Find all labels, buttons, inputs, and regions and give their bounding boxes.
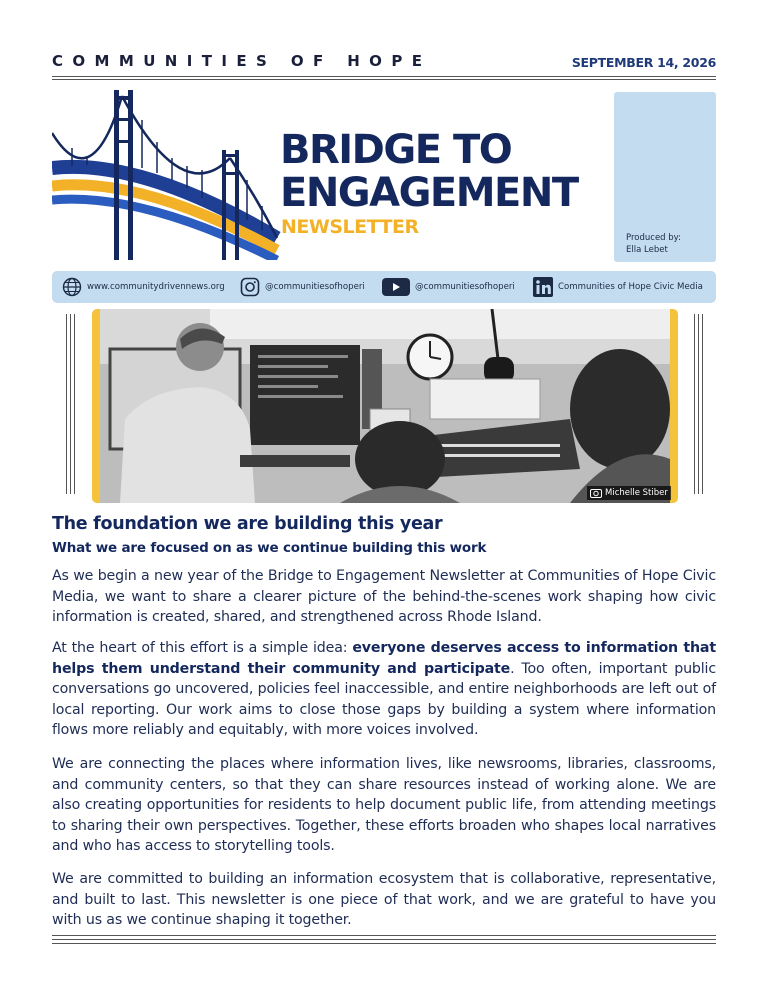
org-name: COMMUNITIES OF HOPE [52, 52, 432, 70]
bridge-logo-icon [52, 88, 292, 260]
globe-icon [62, 277, 82, 297]
photo-side-rule [694, 314, 695, 494]
photo-side-rule [66, 314, 67, 494]
camera-icon [590, 488, 602, 498]
photo-side-rule [70, 314, 71, 494]
article-heading: The foundation we are building this year [52, 514, 443, 534]
website-text: www.communitydrivennews.org [87, 282, 225, 292]
linkedin-icon [533, 277, 553, 297]
photo-side-rule [74, 314, 75, 494]
p2-bold: everyone deserves access to information that helps them understand their community and participate [52, 640, 716, 677]
issue-date: SEPTEMBER 14, 2026 [571, 55, 716, 70]
masthead-title-line2: ENGAGEMENT [280, 170, 578, 216]
photo-credit [587, 486, 671, 500]
article-paragraph-3: We are connecting the places where information lives, like newsrooms, libraries, classrooms, and community centers, so that they can share resources instead of working alone. We are also creating opportunities for residents to help document public life, from attending meetings to sharing their own perspectives. Together, these efforts broaden who shapes local narratives and who has access to storytelling tools. [52, 756, 716, 855]
linkedin-text: Communities of Hope Civic Media [558, 282, 703, 292]
linkedin-link[interactable] [533, 276, 703, 298]
photo-frame [92, 309, 678, 503]
footer-rule-2 [52, 939, 716, 940]
masthead-subtitle: NEWSLETTER [281, 216, 419, 238]
youtube-link[interactable] [382, 276, 515, 298]
photo-credit-text: Michelle Stiber [605, 488, 668, 498]
instagram-link[interactable] [240, 276, 365, 298]
photo-side-rule [702, 314, 703, 494]
header-bar [52, 52, 716, 74]
footer-rule-3 [52, 943, 716, 944]
header-rule-bottom [52, 79, 716, 80]
instagram-text: @communitiesofhoperi [265, 282, 365, 292]
youtube-text: @communitiesofhoperi [415, 282, 515, 292]
producer-label: Produced by: [626, 233, 681, 243]
article-paragraph-4: We are committed to building an information ecosystem that is collaborative, representative, and built to last. This newsletter is one piece of that work, and we are grateful to have you with us as we continue shaping it together. [52, 871, 716, 929]
header-rule-top [52, 76, 716, 77]
article-paragraph-1: As we begin a new year of the Bridge to Engagement Newsletter at Communities of Hope Civic Media, we want to share a clearer picture of the behind-the-scenes work shaping how civic information is created, shared, and strengthened across Rhode Island. [52, 568, 716, 626]
radio-studio-photo [100, 309, 670, 503]
website-link[interactable] [62, 276, 225, 298]
masthead-title-line1: BRIDGE TO [280, 127, 512, 173]
article-subheading: What we are focused on as we continue building this work [52, 540, 487, 556]
instagram-icon [240, 277, 260, 297]
p2-lead: At the heart of this effort is a simple idea: [52, 640, 353, 656]
social-bar [52, 271, 716, 303]
photo-side-rule [698, 314, 699, 494]
producer-box [614, 92, 716, 262]
article-paragraph-2 [52, 638, 716, 741]
footer-rule-1 [52, 935, 716, 936]
producer-name: Ella Lebet [626, 245, 668, 255]
p2-tail: . Too often, important public conversations go uncovered, policies feel inaccessible, and entire neighborhoods are left out of local reporting. Our work aims to close those gaps by building a system where information flows more reliably and equitably, with more voices involved. [52, 660, 717, 739]
youtube-icon [382, 277, 410, 297]
